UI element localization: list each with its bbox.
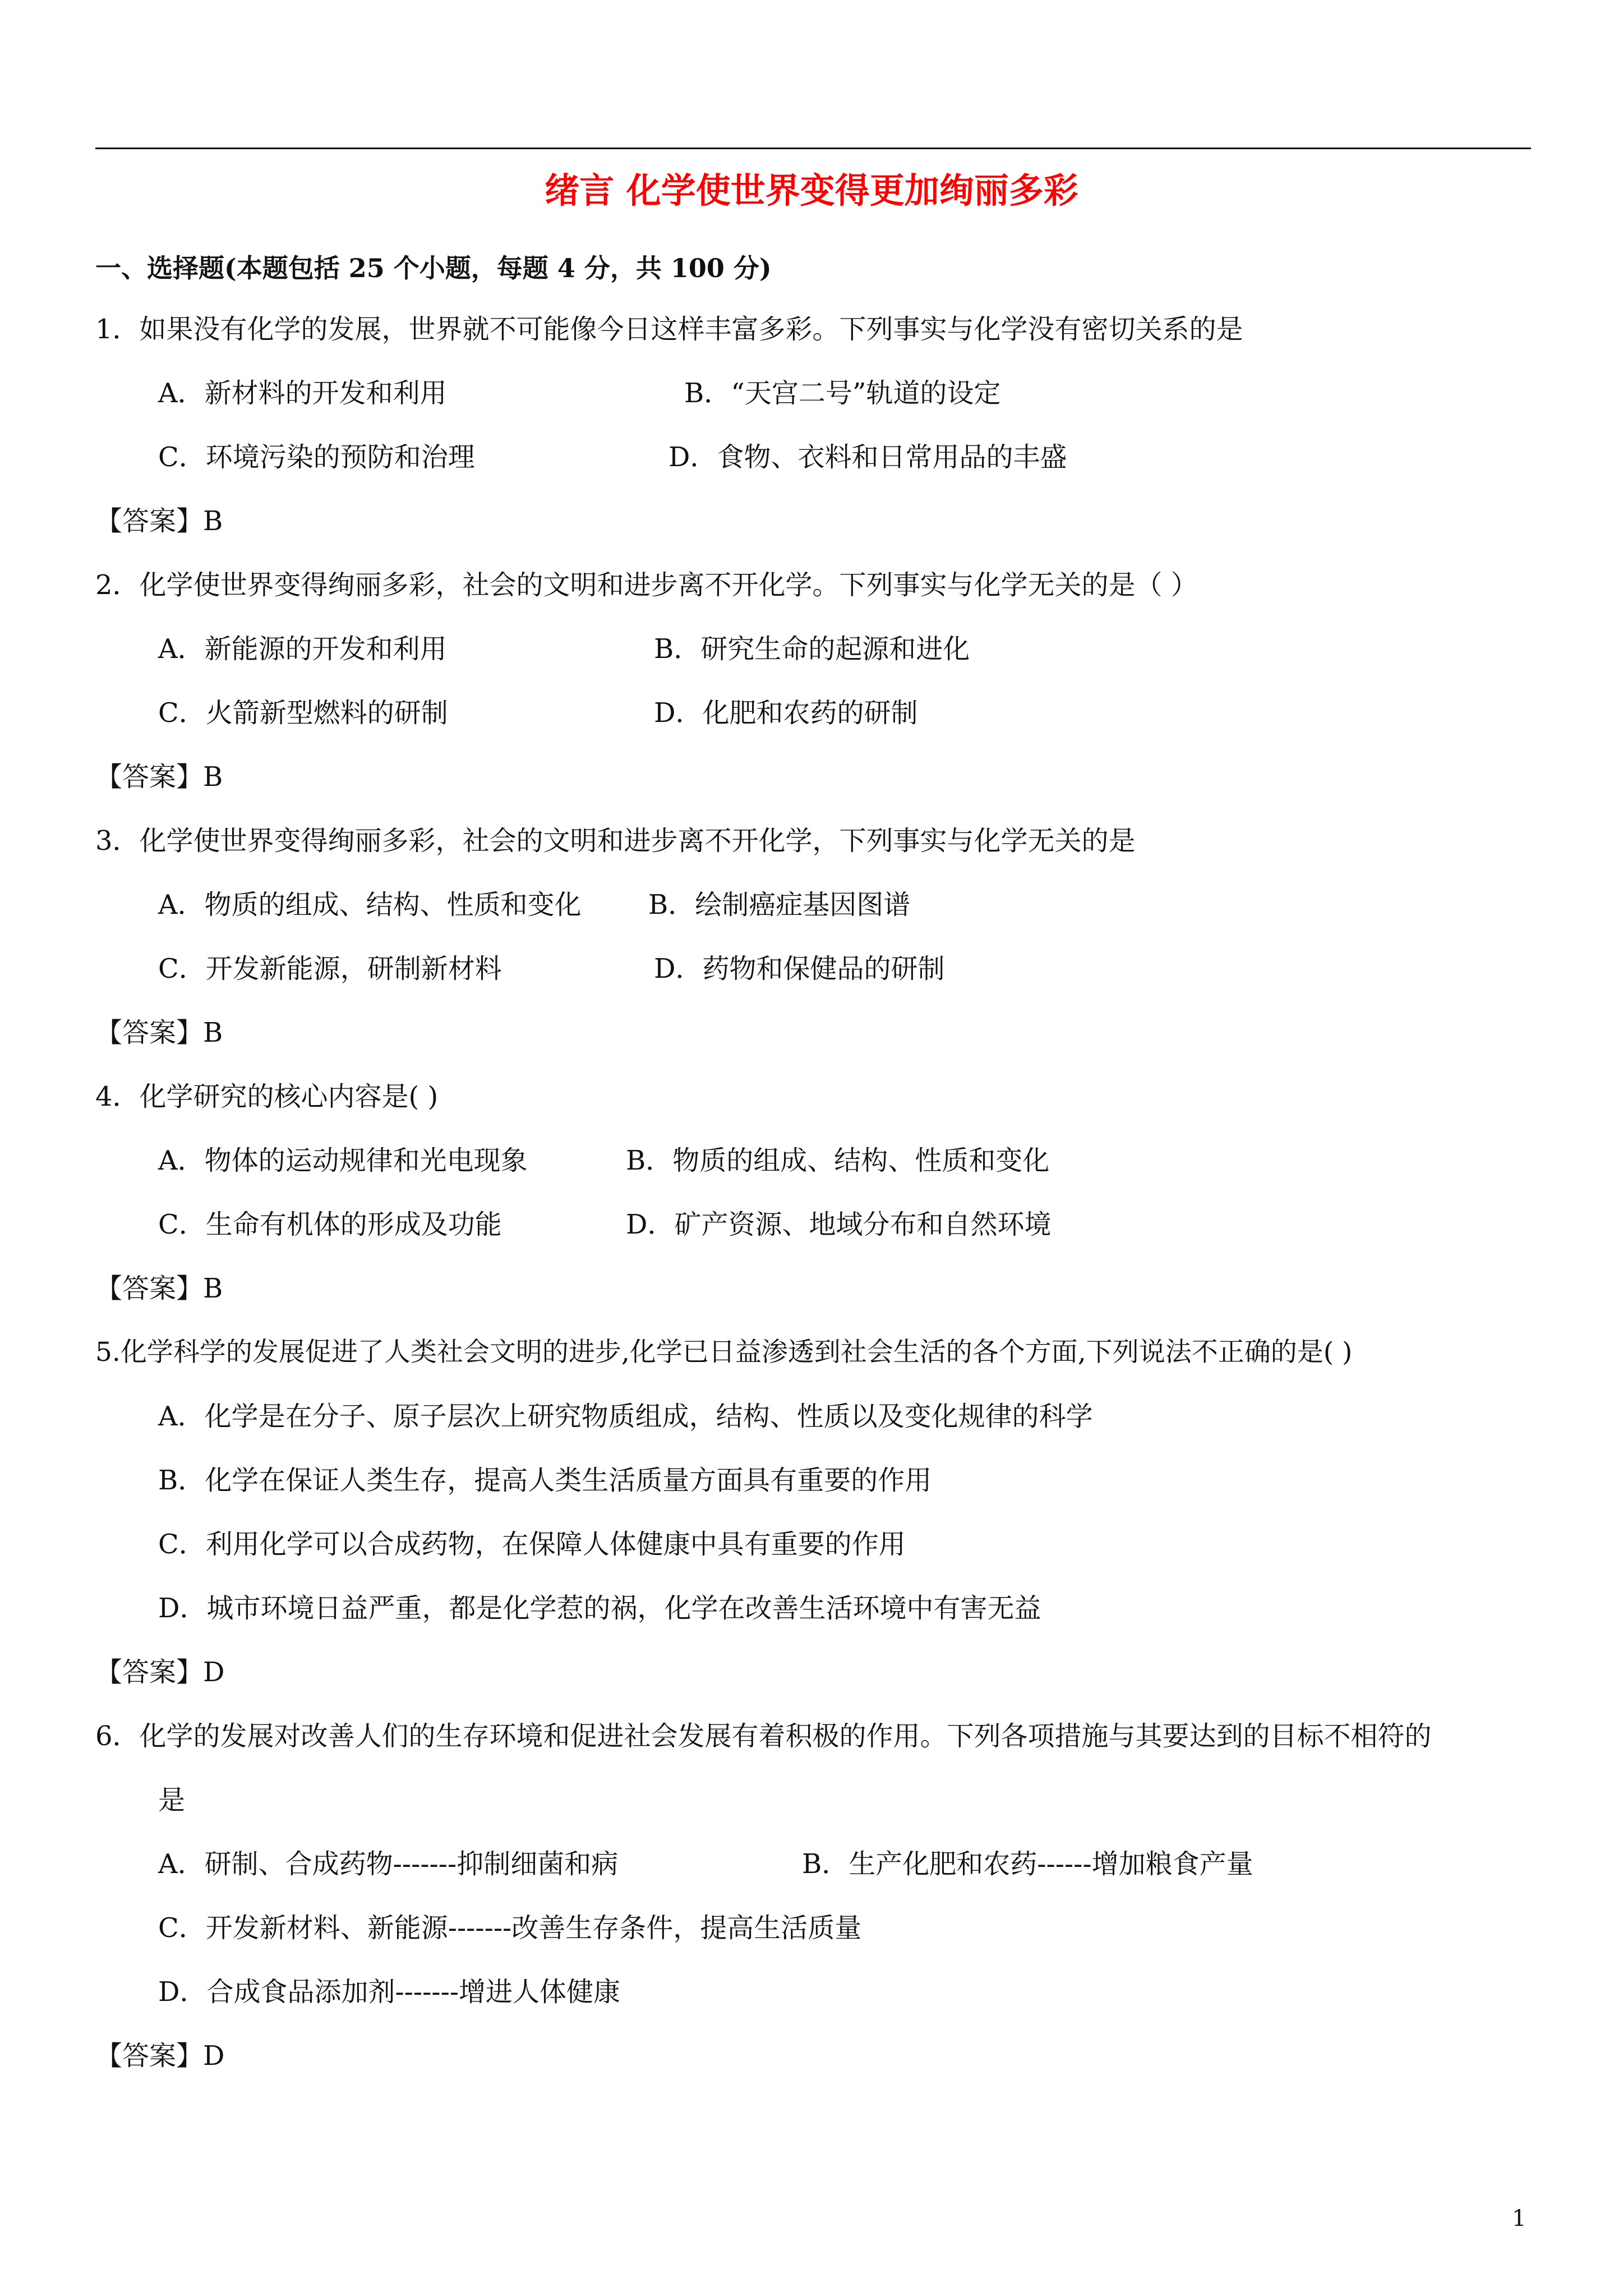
section-heading: 一、选择题(本题包括 25 个小题，每题 4 分，共 100 分) <box>95 253 772 283</box>
question-2-stem: 2．化学使世界变得绚丽多彩，社会的文明和进步离不开化学。下列事实与化学无关的是（ ） <box>95 569 1198 601</box>
question-4-option-d: D．矿产资源、地域分布和自然环境 <box>626 1209 1052 1240</box>
question-5-answer: 【答案】D <box>95 1657 225 1688</box>
question-5-option-c: C．利用化学可以合成药物，在保障人体健康中具有重要的作用 <box>158 1529 906 1560</box>
question-2-option-d: D．化肥和农药的研制 <box>654 697 918 729</box>
question-6-option-a: A．研制、合成药物-------抑制细菌和病 <box>158 1848 619 1880</box>
question-4-option-c: C．生命有机体的形成及功能 <box>158 1209 502 1240</box>
question-3-option-a: A．物质的组成、结构、性质和变化 <box>158 889 582 921</box>
question-3-option-b: B．绘制癌症基因图谱 <box>648 889 911 921</box>
question-6-stem-continued: 是 <box>158 1784 186 1816</box>
question-4-option-a: A．物体的运动规律和光电现象 <box>158 1145 528 1176</box>
question-4-stem: 4．化学研究的核心内容是( ) <box>95 1081 439 1112</box>
question-1-option-c: C．环境污染的预防和治理 <box>158 441 475 473</box>
question-6-option-d: D．合成食品添加剂-------增进人体健康 <box>158 1976 621 2008</box>
question-3-answer: 【答案】B <box>95 1017 223 1048</box>
question-6-option-c: C．开发新材料、新能源-------改善生存条件，提高生活质量 <box>158 1912 862 1944</box>
question-3-option-c: C．开发新能源，研制新材料 <box>158 953 502 984</box>
question-1-option-b: B．“天宫二号”轨道的设定 <box>684 378 1001 409</box>
question-1-option-d: D．食物、衣料和日常用品的丰盛 <box>668 441 1067 473</box>
question-2-answer: 【答案】B <box>95 761 223 793</box>
question-2-option-c: C．火箭新型燃料的研制 <box>158 697 448 729</box>
question-2-option-b: B．研究生命的起源和进化 <box>654 633 970 665</box>
question-6-option-b: B．生产化肥和农药------增加粮食产量 <box>802 1848 1253 1880</box>
question-6-stem: 6．化学的发展对改善人们的生存环境和促进社会发展有着积极的作用。下列各项措施与其要达到的目标不相符的 <box>95 1720 1432 1752</box>
question-5-option-a: A．化学是在分子、原子层次上研究物质组成，结构、性质以及变化规律的科学 <box>158 1401 1093 1432</box>
question-4-answer: 【答案】B <box>95 1273 223 1304</box>
question-4-option-b: B．物质的组成、结构、性质和变化 <box>626 1145 1050 1176</box>
question-1-option-a: A．新材料的开发和利用 <box>158 378 447 409</box>
question-3-stem: 3．化学使世界变得绚丽多彩，社会的文明和进步离不开化学，下列事实与化学无关的是 <box>95 825 1136 857</box>
question-5-option-b: B．化学在保证人类生存，提高人类生活质量方面具有重要的作用 <box>158 1465 932 1496</box>
question-5-option-d: D．城市环境日益严重，都是化学惹的祸，化学在改善生活环境中有害无益 <box>158 1593 1041 1624</box>
page-title: 绪言 化学使世界变得更加绚丽多彩 <box>545 170 1078 211</box>
question-1-stem: 1．如果没有化学的发展，世界就不可能像今日这样丰富多彩。下列事实与化学没有密切关系的是 <box>95 314 1243 345</box>
header-rule <box>95 148 1531 149</box>
page-number: 1 <box>1512 2206 1527 2231</box>
question-2-option-a: A．新能源的开发和利用 <box>158 633 447 665</box>
question-5-stem: 5.化学科学的发展促进了人类社会文明的进步,化学已日益渗透到社会生活的各个方面,下列说法不正确的是( ) <box>95 1337 1353 1368</box>
question-1-answer: 【答案】B <box>95 505 223 537</box>
question-6-answer: 【答案】D <box>95 2040 225 2072</box>
question-3-option-d: D．药物和保健品的研制 <box>654 953 945 984</box>
